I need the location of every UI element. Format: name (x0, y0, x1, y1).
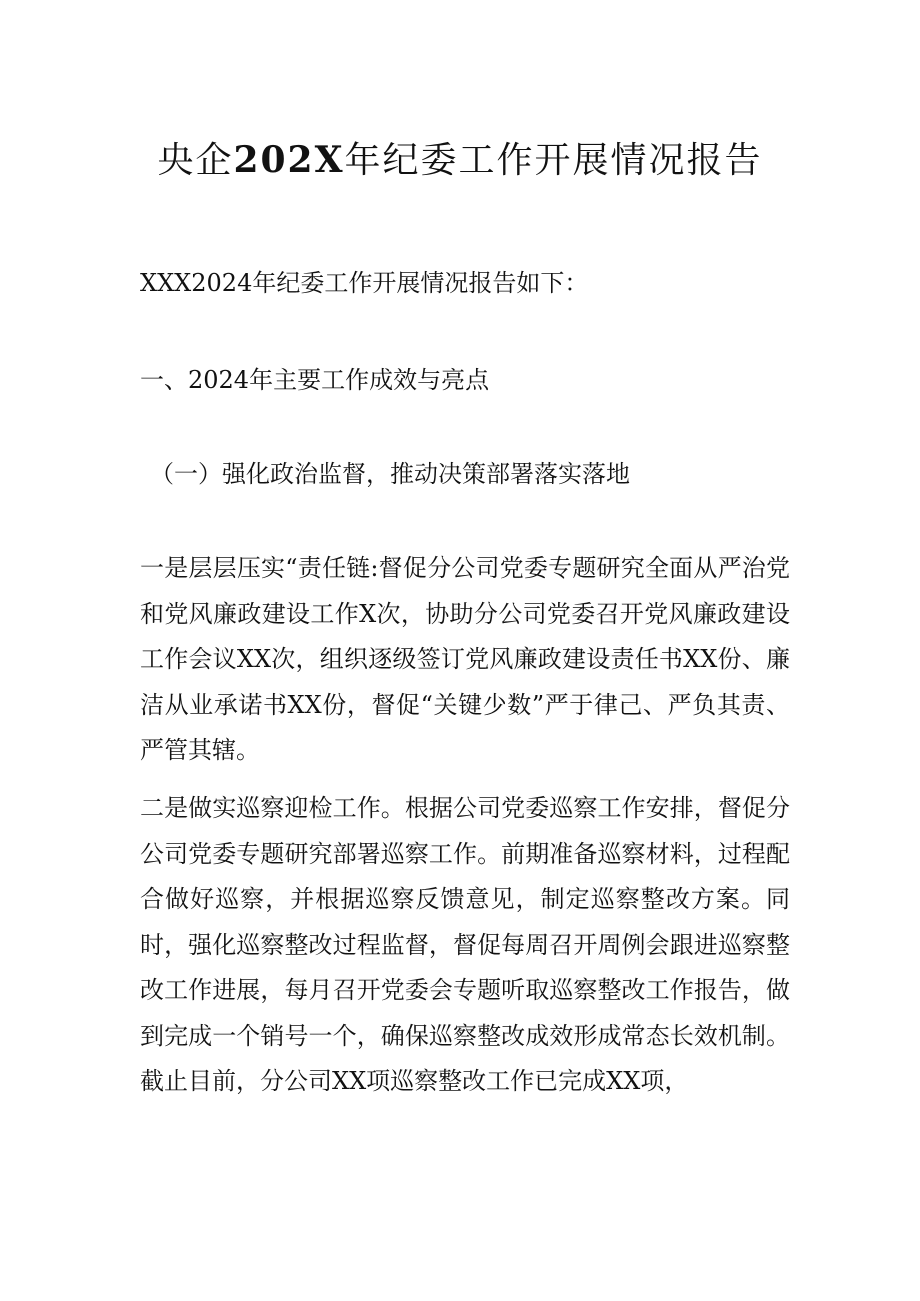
title-year: 202X (233, 139, 345, 181)
document-title (0, 136, 920, 185)
intro-line: XXX2024年纪委工作开展情况报告如下： (140, 269, 589, 297)
section-heading: 一、2024年主要工作成效与亮点 (140, 366, 490, 394)
title-prefix: 央企 (157, 140, 234, 181)
body-paragraph-1: 一是层层压实“责任链:督促分公司党委专题研究全面从严治党和党风廉政建设工作X次，协助分公司党委召开党风廉政建设工作会议XX次，组织逐级签订党风廉政建设责任书XX份、廉洁从业承诺书XX份，督促“关键少数”严于律己、严负其责、严管其辖。 (140, 554, 790, 764)
subsection-heading: （一）强化政治监督，推动决策部署落实落地 (150, 460, 630, 488)
title-suffix: 年纪委工作开展情况报告 (344, 140, 763, 181)
body-paragraph-2: 二是做实巡察迎检工作。根据公司党委巡察工作安排，督促分公司党委专题研究部署巡察工作。前期准备巡察材料，过程配合做好巡察，并根据巡察反馈意见，制定巡察整改方案。同时，强化巡察整改过程监督，督促每周召开周例会跟进巡察整改工作进展，每月召开党委会专题听取巡察整改工作报告，做到完成一个销号一个，确保巡察整改成效形成常态长效机制。截止目前，分公司XX项巡察整改工作已完成XX项， (140, 794, 790, 1095)
